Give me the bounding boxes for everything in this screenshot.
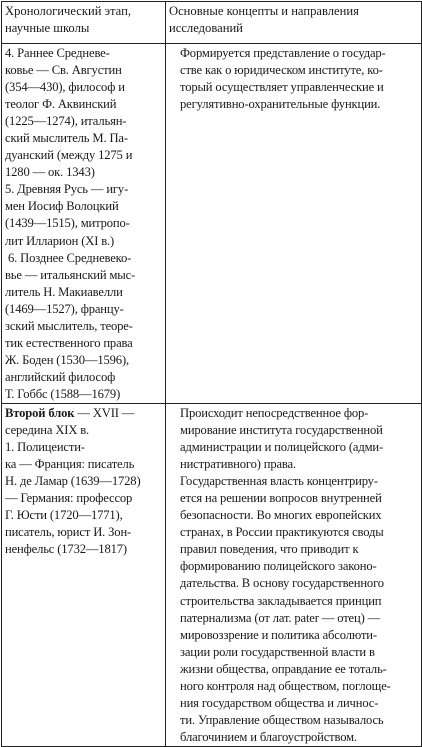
block-label: Второй блок — [5, 405, 75, 420]
header-row — [2, 2, 422, 44]
table-row — [2, 44, 422, 404]
table-row — [2, 403, 422, 746]
header-period: Хронологический этап, научные школы — [2, 2, 166, 44]
table-header — [2, 2, 422, 44]
period-text: — XVII — середина XIX в. 1. Полицеисти- ка — Франция: писатель Н. де Ламар (1639—1728) — Германия: профессор Г. Юсти (1720—1771), писатель, юрист И. Зон- ненфельс (1732—1817) — [5, 405, 141, 557]
concept-cell: Происходит непосредственное фор- мирование института государственной администрации и полицейского (адми- нистративного) права. Государственная власть концентриру- ется на решении вопросов внутренней безопасности. Во многих европейских странах, в России практикуются своды правил поведения, что приводит к формированию полицейского законо- дательства. В основу государственного строительства закладывается принцип патернализма (от лат. pater — отец) — мировоззрение и политика абсолюти- зации роли государственной власти в жизни общества, оправдание ее тоталь- ного контроля над обществом, поглоще- ния государством общества и личнос- ти. Управление обществом называлось благочинием и благоустройством. — [166, 403, 422, 746]
period-cell: 4. Раннее Средневе- ковье — Св. Августин (354—430), философ и теолог Ф. Аквинский (1225—1274), итальян- ский мыслитель М. Па- дуанский (между 1275 и 1280 — ок. 1343) 5. Древняя Русь — игу- мен Иосиф Волоцкий (1439—1515), митропо- лит Илларион (XI в.) 6. Позднее Средневеко- вье — итальянский мыс- литель Н. Макиавелли (1469—1527), францу- зский мыслитель, теоре- тик естественного права Ж. Боден (1530—1596), английский философ Т. Гоббс (1588—1679) — [2, 44, 166, 404]
period-cell — [2, 403, 166, 746]
header-concepts: Основные концепты и направления исследований — [166, 2, 422, 44]
history-table — [1, 1, 422, 747]
concept-cell: Формируется представление о государ- стве как о юридическом институте, ко- торый осуществляет управленческие и регулятивно-охранительные функции. — [166, 44, 422, 404]
